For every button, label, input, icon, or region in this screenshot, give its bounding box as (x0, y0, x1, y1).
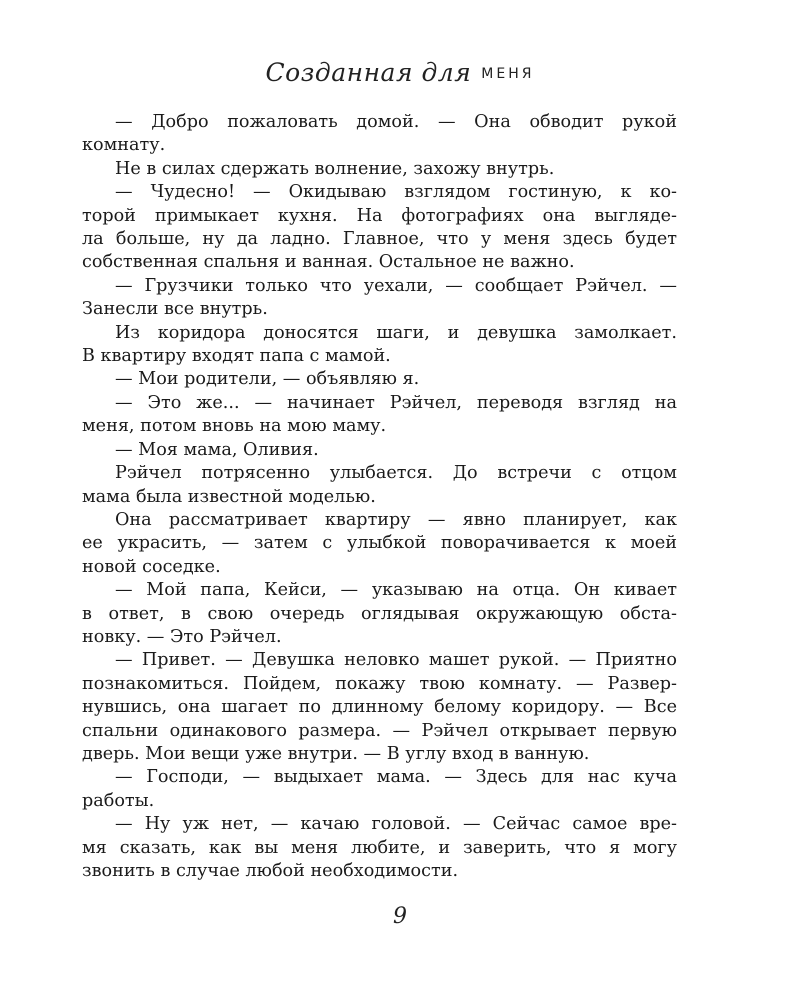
running-head (0, 58, 800, 87)
paragraph (82, 111, 677, 158)
text-line: новой соседке. (82, 556, 221, 577)
paragraph (82, 275, 677, 322)
page-body-text (82, 111, 677, 883)
paragraph (82, 181, 677, 275)
text-line: дверь. Мои вещи уже внутри. — В углу вход в ванную. (82, 743, 590, 764)
page-number: 9 (393, 904, 407, 929)
text-line: новку. — Это Рэйчел. (82, 626, 282, 647)
text-line: — Мои родители, — объявляю я. (115, 369, 420, 390)
text-line: комнату. (82, 135, 166, 156)
text-line: Рэйчел потрясенно улыбается. До встречи с отцом (115, 463, 677, 484)
paragraph (82, 813, 677, 883)
text-line: в ответ, в свою очередь оглядывая окружающую обста- (82, 603, 677, 624)
paragraph (82, 158, 677, 181)
text-line: — Добро пожаловать домой. — Она обводит рукой (115, 112, 677, 132)
text-line: познакомиться. Пойдем, покажу твою комнату. — Развер- (82, 673, 677, 694)
paragraph (82, 439, 677, 462)
text-line: — Господи, — выдыхает мама. — Здесь для нас куча (115, 767, 677, 788)
text-line: — Ну уж нет, — качаю головой. — Сейчас самое вре- (115, 814, 677, 835)
paragraph (82, 509, 677, 579)
text-line: — Грузчики только что уехали, — сообщает Рэйчел. — (115, 275, 677, 296)
text-line: Из коридора доносятся шаги, и девушка замолкает. (115, 322, 677, 343)
text-line: торой примыкает кухня. На фотографиях она выгляде- (82, 205, 677, 226)
text-line: звонить в случае любой необходимости. (82, 861, 459, 881)
text-line: спальни одинакового размера. — Рэйчел открывает первую (82, 720, 677, 741)
paragraph (82, 322, 677, 369)
text-line: В квартиру входят папа с мамой. (82, 346, 391, 367)
text-line: — Это же... — начинает Рэйчел, переводя взгляд на (115, 392, 677, 413)
running-head-title-caps: МЕНЯ (481, 66, 535, 82)
paragraph (82, 462, 677, 509)
text-line: собственная спальня и ванная. Остальное не важно. (82, 252, 575, 273)
text-line: нувшись, она шагает по длинному белому коридору. — Все (82, 697, 677, 718)
paragraph (82, 579, 677, 649)
running-head-title-script: Созданная для (265, 58, 472, 87)
text-line: — Мой папа, Кейси, — указываю на отца. Он кивает (115, 580, 677, 601)
paragraph (82, 368, 677, 391)
text-line: ла больше, ну да ладно. Главное, что у меня здесь будет (82, 229, 677, 250)
text-line: — Привет. — Девушка неловко машет рукой. — Приятно (115, 650, 677, 671)
text-line: меня, потом вновь на мою маму. (82, 416, 387, 437)
text-line: — Чудесно! — Окидываю взглядом гостиную, к ко- (115, 182, 677, 203)
text-line: работы. (82, 790, 155, 811)
text-line: Она рассматривает квартиру — явно планирует, как (115, 509, 677, 530)
paragraph (82, 392, 677, 439)
text-line: — Моя мама, Оливия. (115, 439, 319, 460)
text-line: ее украсить, — затем с улыбкой поворачивается к моей (82, 533, 677, 554)
text-line: Не в силах сдержать волнение, захожу внутрь. (115, 158, 555, 179)
paragraph (82, 649, 677, 766)
text-line: Занесли все внутрь. (82, 299, 268, 320)
paragraph (82, 766, 677, 813)
text-line: мама была известной моделью. (82, 486, 376, 507)
text-line: мя сказать, как вы меня любите, и заверить, что я могу (82, 837, 677, 858)
